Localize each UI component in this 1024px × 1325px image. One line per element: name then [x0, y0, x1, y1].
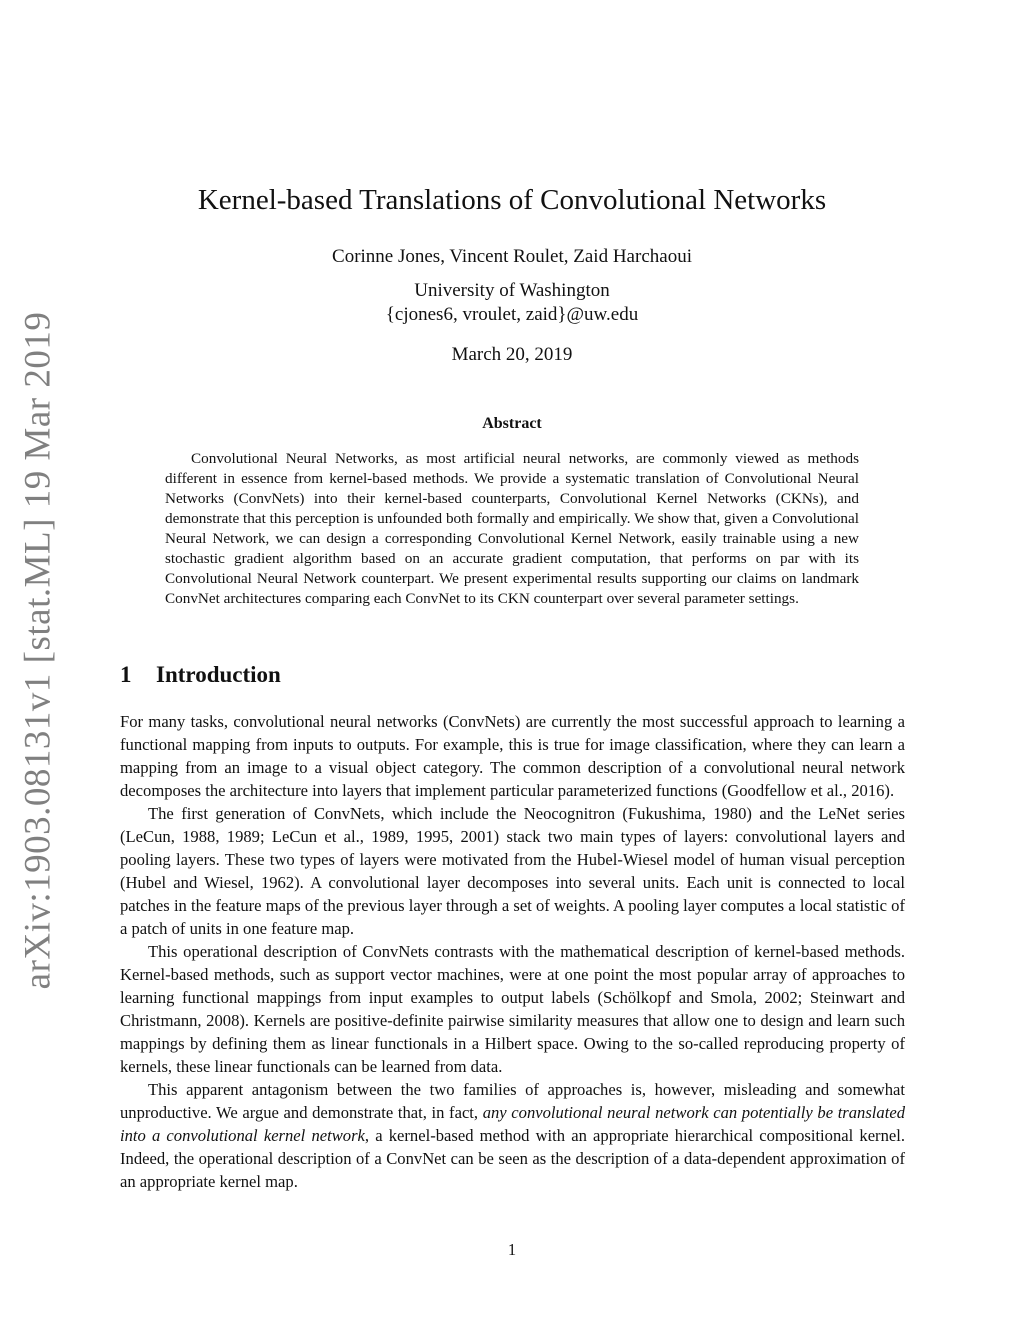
author-list: Corinne Jones, Vincent Roulet, Zaid Harchaoui: [332, 246, 692, 267]
paragraph-4: [120, 1078, 905, 1193]
paragraph-4-start: This apparent antagonism between the two families of approaches is, however, misleading and somewhat unproductive. We argue and demonstrate that, in fact,: [120, 1080, 905, 1122]
author-emails: {cjones6, vroulet, zaid}@uw.edu: [385, 304, 639, 325]
arxiv-sidebar: [8, 311, 68, 989]
page-number: 1: [507, 1240, 517, 1259]
paper-title: Kernel-based Translations of Convolutional Networks: [197, 184, 827, 216]
introduction-body: [120, 710, 905, 1193]
affiliation: University of Washington: [414, 280, 610, 301]
section-title: Introduction: [156, 662, 281, 687]
abstract-heading: Abstract: [482, 415, 542, 432]
paragraph-3: This operational description of ConvNets contrasts with the mathematical description of kernel-based methods. Kernel-based methods, such as support vector machines, were at one point the most popular array of approaches to learning functional mappings from input examples to output labels (Schölkopf and Smola, 2002; Steinwart and Christmann, 2008). Kernels are positive-definite pairwise similarity measures that allow one to design and learn such mappings by defining them as linear functionals in a Hilbert space. Owing to the so-called reproducing property of kernels, these linear functionals can be learned from data.: [120, 942, 905, 1076]
paragraph-4-end: , a kernel-based method with an appropriate hierarchical compositional kernel. Indeed, the operational description of a ConvNet can be seen as the description of a data-dependent approximation of an appropriate kernel map.: [120, 1126, 905, 1191]
publication-date: March 20, 2019: [451, 344, 573, 365]
arxiv-identifier: arXiv:1903.08131v1 [stat.ML] 19 Mar 2019: [17, 311, 59, 989]
paragraph-2: The first generation of ConvNets, which include the Neocognitron (Fukushima, 1980) and the LeNet series (LeCun, 1988, 1989; LeCun et al., 1989, 1995, 2001) stack two main types of layers: convolutional layers and pooling layers. These two types of layers were motivated from the Hubel-Wiesel model of human visual perception (Hubel and Wiesel, 1962). A convolutional layer decomposes into several units. Each unit is connected to local patches in the feature maps of the previous layer through a set of weights. A pooling layer computes a local statistic of a patch of units in one feature map.: [120, 804, 905, 938]
abstract-text: Convolutional Neural Networks, as most artificial neural networks, are commonly viewed as methods different in essence from kernel-based methods. We provide a systematic translation of Convolutional Neural Networks (ConvNets) into their kernel-based counterparts, Convolutional Kernel Networks (CKNs), and demonstrate that this perception is unfounded both formally and empirically. We show that, given a Convolutional Neural Network, we can design a corresponding Convolutional Kernel Network, easily trainable using a new stochastic gradient algorithm based on an accurate gradient computation, that performs on par with its Convolutional Neural Network counterpart. We present experimental results supporting our claims on landmark ConvNet architectures comparing each ConvNet to its CKN counterpart over several parameter settings.: [165, 450, 859, 607]
paragraph-4-emphasis: any convolutional neural network can potentially be translated into a convolutional kernel network: [120, 1103, 905, 1145]
section-heading: [120, 662, 281, 688]
paragraph-1: For many tasks, convolutional neural networks (ConvNets) are currently the most successful approach to learning a functional mapping from inputs to outputs. For example, this is true for image classification, where they can learn a mapping from an image to a visual object category. The common description of a convolutional neural network decomposes the architecture into layers that implement particular parameterized functions (Goodfellow et al., 2016).: [120, 712, 905, 800]
section-number: 1: [120, 662, 132, 687]
